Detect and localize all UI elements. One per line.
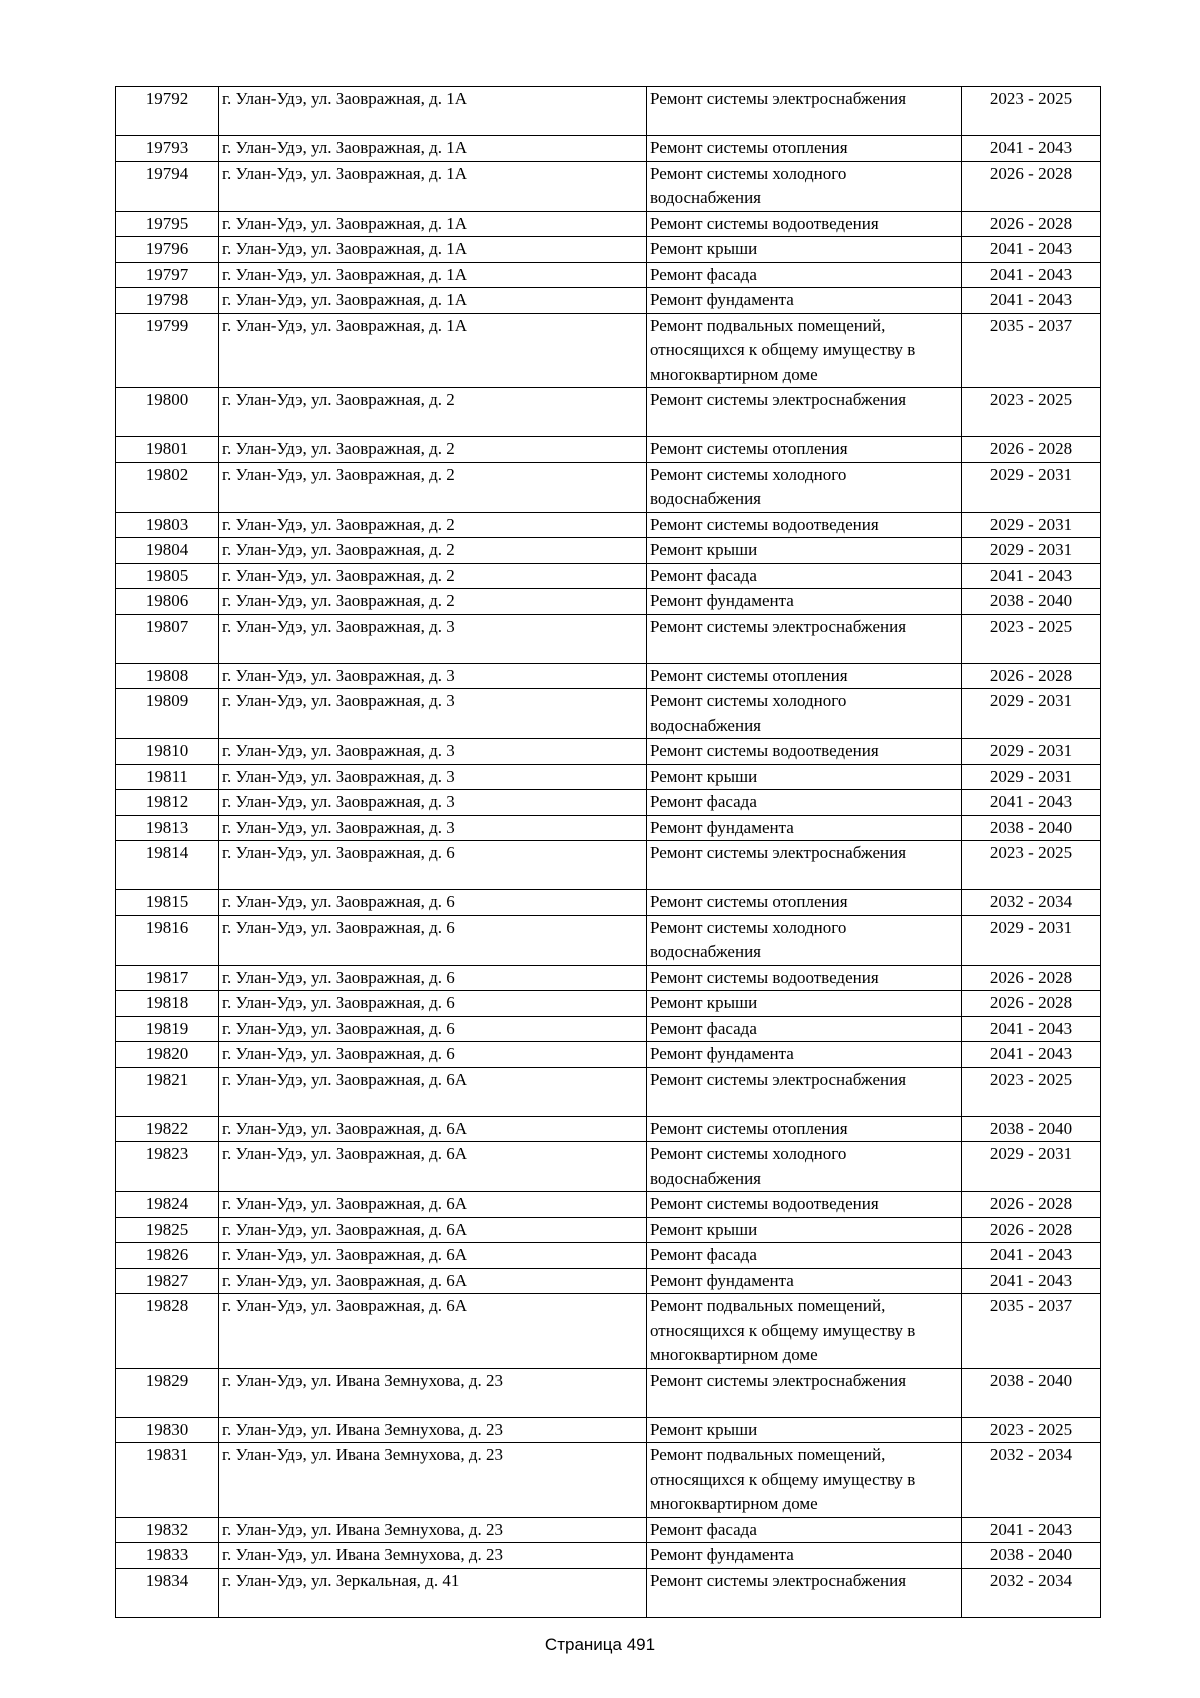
row-id-cell: 19833 <box>116 1543 219 1569</box>
table-row <box>116 1142 1101 1192</box>
address-cell: г. Улан-Удэ, ул. Заовражная, д. 3 <box>219 790 647 816</box>
row-id-cell: 19814 <box>116 841 219 890</box>
period-cell: 2041 - 2043 <box>962 1268 1101 1294</box>
row-id-cell: 19827 <box>116 1268 219 1294</box>
row-id-cell: 19818 <box>116 991 219 1017</box>
work-type-cell: Ремонт крыши <box>647 237 962 263</box>
table-row <box>116 1517 1101 1543</box>
row-id-cell: 19807 <box>116 614 219 663</box>
work-type-cell: Ремонт системы холодного водоснабжения <box>647 689 962 739</box>
table-row <box>116 1368 1101 1417</box>
table-row <box>116 1568 1101 1617</box>
address-cell: г. Улан-Удэ, ул. Ивана Земнухова, д. 23 <box>219 1543 647 1569</box>
work-type-cell: Ремонт системы холодного водоснабжения <box>647 915 962 965</box>
table-row <box>116 538 1101 564</box>
work-type-cell: Ремонт крыши <box>647 1417 962 1443</box>
row-id-cell: 19794 <box>116 161 219 211</box>
table-row <box>116 437 1101 463</box>
address-cell: г. Улан-Удэ, ул. Заовражная, д. 6А <box>219 1268 647 1294</box>
table-row <box>116 512 1101 538</box>
row-id-cell: 19819 <box>116 1016 219 1042</box>
row-id-cell: 19811 <box>116 764 219 790</box>
work-type-cell: Ремонт системы отопления <box>647 890 962 916</box>
table-row <box>116 388 1101 437</box>
table-row <box>116 211 1101 237</box>
address-cell: г. Улан-Удэ, ул. Заовражная, д. 6 <box>219 841 647 890</box>
address-cell: г. Улан-Удэ, ул. Заовражная, д. 6А <box>219 1217 647 1243</box>
address-cell: г. Улан-Удэ, ул. Заовражная, д. 2 <box>219 589 647 615</box>
period-cell: 2038 - 2040 <box>962 1116 1101 1142</box>
row-id-cell: 19828 <box>116 1294 219 1369</box>
period-cell: 2029 - 2031 <box>962 915 1101 965</box>
table-row <box>116 1243 1101 1269</box>
address-cell: г. Улан-Удэ, ул. Заовражная, д. 3 <box>219 689 647 739</box>
period-cell: 2026 - 2028 <box>962 965 1101 991</box>
work-type-cell: Ремонт системы электроснабжения <box>647 87 962 136</box>
address-cell: г. Улан-Удэ, ул. Ивана Земнухова, д. 23 <box>219 1368 647 1417</box>
address-cell: г. Улан-Удэ, ул. Заовражная, д. 6 <box>219 991 647 1017</box>
work-type-cell: Ремонт фасада <box>647 1517 962 1543</box>
work-type-cell: Ремонт крыши <box>647 538 962 564</box>
table-row <box>116 991 1101 1017</box>
work-type-cell: Ремонт системы водоотведения <box>647 739 962 765</box>
address-cell: г. Улан-Удэ, ул. Заовражная, д. 2 <box>219 538 647 564</box>
row-id-cell: 19830 <box>116 1417 219 1443</box>
period-cell: 2026 - 2028 <box>962 663 1101 689</box>
table-row <box>116 262 1101 288</box>
table-row <box>116 1268 1101 1294</box>
period-cell: 2029 - 2031 <box>962 1142 1101 1192</box>
period-cell: 2035 - 2037 <box>962 1294 1101 1369</box>
period-cell: 2023 - 2025 <box>962 1417 1101 1443</box>
row-id-cell: 19817 <box>116 965 219 991</box>
work-type-cell: Ремонт фасада <box>647 1016 962 1042</box>
work-type-cell: Ремонт крыши <box>647 991 962 1017</box>
table-row <box>116 1294 1101 1369</box>
work-type-cell: Ремонт системы водоотведения <box>647 1192 962 1218</box>
period-cell: 2023 - 2025 <box>962 614 1101 663</box>
table-row <box>116 1192 1101 1218</box>
row-id-cell: 19816 <box>116 915 219 965</box>
period-cell: 2041 - 2043 <box>962 288 1101 314</box>
address-cell: г. Улан-Удэ, ул. Заовражная, д. 1А <box>219 161 647 211</box>
period-cell: 2032 - 2034 <box>962 1443 1101 1518</box>
table-row <box>116 965 1101 991</box>
work-type-cell: Ремонт подвальных помещений, относящихся к общему имуществу в многоквартирном доме <box>647 1443 962 1518</box>
row-id-cell: 19813 <box>116 815 219 841</box>
table-row <box>116 1067 1101 1116</box>
row-id-cell: 19795 <box>116 211 219 237</box>
address-cell: г. Улан-Удэ, ул. Заовражная, д. 6 <box>219 890 647 916</box>
period-cell: 2041 - 2043 <box>962 1517 1101 1543</box>
work-type-cell: Ремонт системы водоотведения <box>647 965 962 991</box>
period-cell: 2041 - 2043 <box>962 790 1101 816</box>
page-number: Страница 491 <box>544 1635 656 1654</box>
row-id-cell: 19797 <box>116 262 219 288</box>
period-cell: 2023 - 2025 <box>962 1067 1101 1116</box>
table-row <box>116 1016 1101 1042</box>
work-type-cell: Ремонт системы холодного водоснабжения <box>647 161 962 211</box>
row-id-cell: 19802 <box>116 462 219 512</box>
period-cell: 2026 - 2028 <box>962 1217 1101 1243</box>
period-cell: 2038 - 2040 <box>962 815 1101 841</box>
address-cell: г. Улан-Удэ, ул. Заовражная, д. 1А <box>219 262 647 288</box>
table-row <box>116 237 1101 263</box>
table-row <box>116 1042 1101 1068</box>
address-cell: г. Улан-Удэ, ул. Заовражная, д. 6А <box>219 1192 647 1218</box>
period-cell: 2032 - 2034 <box>962 1568 1101 1617</box>
period-cell: 2023 - 2025 <box>962 388 1101 437</box>
address-cell: г. Улан-Удэ, ул. Заовражная, д. 6 <box>219 1016 647 1042</box>
address-cell: г. Улан-Удэ, ул. Заовражная, д. 2 <box>219 437 647 463</box>
row-id-cell: 19806 <box>116 589 219 615</box>
period-cell: 2026 - 2028 <box>962 1192 1101 1218</box>
row-id-cell: 19808 <box>116 663 219 689</box>
table-row <box>116 841 1101 890</box>
address-cell: г. Улан-Удэ, ул. Ивана Земнухова, д. 23 <box>219 1517 647 1543</box>
table-row <box>116 1217 1101 1243</box>
table-row <box>116 890 1101 916</box>
row-id-cell: 19823 <box>116 1142 219 1192</box>
period-cell: 2026 - 2028 <box>962 437 1101 463</box>
address-cell: г. Улан-Удэ, ул. Заовражная, д. 3 <box>219 739 647 765</box>
period-cell: 2041 - 2043 <box>962 1016 1101 1042</box>
work-type-cell: Ремонт системы электроснабжения <box>647 1568 962 1617</box>
row-id-cell: 19801 <box>116 437 219 463</box>
address-cell: г. Улан-Удэ, ул. Заовражная, д. 3 <box>219 663 647 689</box>
period-cell: 2041 - 2043 <box>962 136 1101 162</box>
row-id-cell: 19799 <box>116 313 219 388</box>
work-type-cell: Ремонт фундамента <box>647 815 962 841</box>
table-row <box>116 790 1101 816</box>
table-row <box>116 563 1101 589</box>
work-type-cell: Ремонт системы холодного водоснабжения <box>647 462 962 512</box>
row-id-cell: 19829 <box>116 1368 219 1417</box>
period-cell: 2032 - 2034 <box>962 890 1101 916</box>
row-id-cell: 19800 <box>116 388 219 437</box>
period-cell: 2038 - 2040 <box>962 1543 1101 1569</box>
work-type-cell: Ремонт системы отопления <box>647 136 962 162</box>
period-cell: 2041 - 2043 <box>962 1042 1101 1068</box>
address-cell: г. Улан-Удэ, ул. Ивана Земнухова, д. 23 <box>219 1443 647 1518</box>
address-cell: г. Улан-Удэ, ул. Заовражная, д. 6А <box>219 1243 647 1269</box>
table-row <box>116 815 1101 841</box>
table-row <box>116 288 1101 314</box>
address-cell: г. Улан-Удэ, ул. Заовражная, д. 2 <box>219 388 647 437</box>
row-id-cell: 19793 <box>116 136 219 162</box>
period-cell: 2035 - 2037 <box>962 313 1101 388</box>
work-type-cell: Ремонт фасада <box>647 262 962 288</box>
row-id-cell: 19805 <box>116 563 219 589</box>
row-id-cell: 19824 <box>116 1192 219 1218</box>
address-cell: г. Улан-Удэ, ул. Заовражная, д. 3 <box>219 614 647 663</box>
period-cell: 2041 - 2043 <box>962 262 1101 288</box>
table-row <box>116 1543 1101 1569</box>
period-cell: 2038 - 2040 <box>962 589 1101 615</box>
table-row <box>116 313 1101 388</box>
work-type-cell: Ремонт системы электроснабжения <box>647 841 962 890</box>
address-cell: г. Улан-Удэ, ул. Заовражная, д. 1А <box>219 288 647 314</box>
row-id-cell: 19796 <box>116 237 219 263</box>
work-type-cell: Ремонт системы водоотведения <box>647 512 962 538</box>
address-cell: г. Улан-Удэ, ул. Заовражная, д. 2 <box>219 512 647 538</box>
period-cell: 2029 - 2031 <box>962 512 1101 538</box>
period-cell: 2026 - 2028 <box>962 211 1101 237</box>
address-cell: г. Улан-Удэ, ул. Заовражная, д. 6А <box>219 1142 647 1192</box>
table-row <box>116 462 1101 512</box>
address-cell: г. Улан-Удэ, ул. Заовражная, д. 2 <box>219 563 647 589</box>
period-cell: 2029 - 2031 <box>962 462 1101 512</box>
period-cell: 2023 - 2025 <box>962 841 1101 890</box>
repair-schedule-table <box>115 86 1101 1618</box>
row-id-cell: 19804 <box>116 538 219 564</box>
table-row <box>116 1417 1101 1443</box>
period-cell: 2041 - 2043 <box>962 563 1101 589</box>
row-id-cell: 19820 <box>116 1042 219 1068</box>
row-id-cell: 19826 <box>116 1243 219 1269</box>
address-cell: г. Улан-Удэ, ул. Заовражная, д. 3 <box>219 764 647 790</box>
row-id-cell: 19798 <box>116 288 219 314</box>
period-cell: 2029 - 2031 <box>962 689 1101 739</box>
address-cell: г. Улан-Удэ, ул. Заовражная, д. 6А <box>219 1067 647 1116</box>
address-cell: г. Улан-Удэ, ул. Заовражная, д. 6 <box>219 915 647 965</box>
address-cell: г. Улан-Удэ, ул. Заовражная, д. 1А <box>219 313 647 388</box>
work-type-cell: Ремонт подвальных помещений, относящихся к общему имуществу в многоквартирном доме <box>647 313 962 388</box>
address-cell: г. Улан-Удэ, ул. Заовражная, д. 6А <box>219 1116 647 1142</box>
table-row <box>116 689 1101 739</box>
table-row <box>116 1116 1101 1142</box>
address-cell: г. Улан-Удэ, ул. Ивана Земнухова, д. 23 <box>219 1417 647 1443</box>
address-cell: г. Улан-Удэ, ул. Заовражная, д. 6А <box>219 1294 647 1369</box>
address-cell: г. Улан-Удэ, ул. Заовражная, д. 1А <box>219 136 647 162</box>
table-row <box>116 136 1101 162</box>
work-type-cell: Ремонт подвальных помещений, относящихся к общему имуществу в многоквартирном доме <box>647 1294 962 1369</box>
work-type-cell: Ремонт фундамента <box>647 1042 962 1068</box>
period-cell: 2029 - 2031 <box>962 739 1101 765</box>
table-row <box>116 614 1101 663</box>
work-type-cell: Ремонт фасада <box>647 1243 962 1269</box>
row-id-cell: 19815 <box>116 890 219 916</box>
table-body <box>116 87 1101 1618</box>
table-row <box>116 161 1101 211</box>
address-cell: г. Улан-Удэ, ул. Заовражная, д. 1А <box>219 237 647 263</box>
address-cell: г. Улан-Удэ, ул. Заовражная, д. 6 <box>219 965 647 991</box>
work-type-cell: Ремонт фундамента <box>647 288 962 314</box>
address-cell: г. Улан-Удэ, ул. Заовражная, д. 2 <box>219 462 647 512</box>
row-id-cell: 19822 <box>116 1116 219 1142</box>
period-cell: 2041 - 2043 <box>962 237 1101 263</box>
row-id-cell: 19792 <box>116 87 219 136</box>
work-type-cell: Ремонт фасада <box>647 563 962 589</box>
period-cell: 2023 - 2025 <box>962 87 1101 136</box>
work-type-cell: Ремонт системы электроснабжения <box>647 614 962 663</box>
row-id-cell: 19810 <box>116 739 219 765</box>
row-id-cell: 19821 <box>116 1067 219 1116</box>
work-type-cell: Ремонт системы отопления <box>647 1116 962 1142</box>
row-id-cell: 19834 <box>116 1568 219 1617</box>
address-cell: г. Улан-Удэ, ул. Заовражная, д. 1А <box>219 211 647 237</box>
period-cell: 2029 - 2031 <box>962 764 1101 790</box>
table-row <box>116 739 1101 765</box>
work-type-cell: Ремонт системы отопления <box>647 663 962 689</box>
row-id-cell: 19832 <box>116 1517 219 1543</box>
work-type-cell: Ремонт системы водоотведения <box>647 211 962 237</box>
work-type-cell: Ремонт системы электроснабжения <box>647 1368 962 1417</box>
work-type-cell: Ремонт крыши <box>647 1217 962 1243</box>
row-id-cell: 19809 <box>116 689 219 739</box>
table-row <box>116 915 1101 965</box>
row-id-cell: 19825 <box>116 1217 219 1243</box>
row-id-cell: 19803 <box>116 512 219 538</box>
address-cell: г. Улан-Удэ, ул. Заовражная, д. 6 <box>219 1042 647 1068</box>
work-type-cell: Ремонт крыши <box>647 764 962 790</box>
period-cell: 2026 - 2028 <box>962 991 1101 1017</box>
period-cell: 2026 - 2028 <box>962 161 1101 211</box>
period-cell: 2038 - 2040 <box>962 1368 1101 1417</box>
table-row <box>116 663 1101 689</box>
table-row <box>116 87 1101 136</box>
address-cell: г. Улан-Удэ, ул. Заовражная, д. 3 <box>219 815 647 841</box>
table-row <box>116 589 1101 615</box>
work-type-cell: Ремонт системы электроснабжения <box>647 388 962 437</box>
work-type-cell: Ремонт фасада <box>647 790 962 816</box>
work-type-cell: Ремонт фундамента <box>647 589 962 615</box>
work-type-cell: Ремонт фундамента <box>647 1268 962 1294</box>
address-cell: г. Улан-Удэ, ул. Зеркальная, д. 41 <box>219 1568 647 1617</box>
period-cell: 2029 - 2031 <box>962 538 1101 564</box>
table-row <box>116 1443 1101 1518</box>
work-type-cell: Ремонт фундамента <box>647 1543 962 1569</box>
row-id-cell: 19831 <box>116 1443 219 1518</box>
work-type-cell: Ремонт системы отопления <box>647 437 962 463</box>
work-type-cell: Ремонт системы холодного водоснабжения <box>647 1142 962 1192</box>
address-cell: г. Улан-Удэ, ул. Заовражная, д. 1А <box>219 87 647 136</box>
table-row <box>116 764 1101 790</box>
period-cell: 2041 - 2043 <box>962 1243 1101 1269</box>
row-id-cell: 19812 <box>116 790 219 816</box>
work-type-cell: Ремонт системы электроснабжения <box>647 1067 962 1116</box>
